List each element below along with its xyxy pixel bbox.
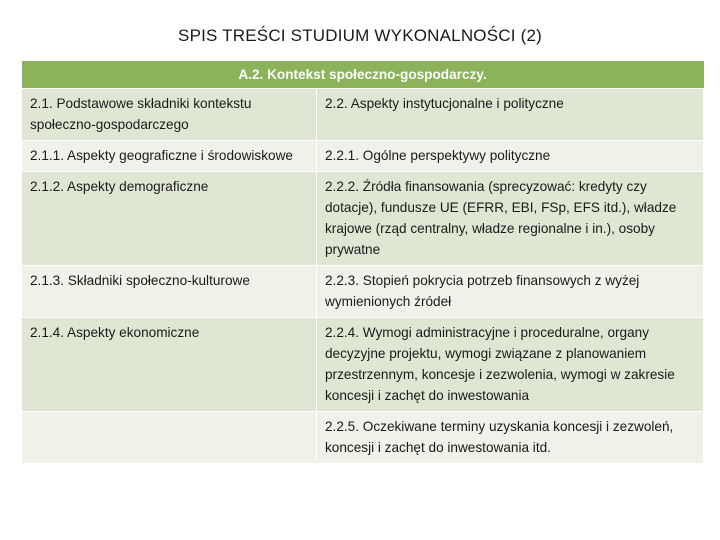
table-row [22, 89, 704, 141]
table-cell-left [22, 412, 317, 464]
table-row [22, 412, 704, 464]
table-cell-left: 2.1.4. Aspekty ekonomiczne [22, 318, 317, 412]
table-cell-right: 2.2.2. Źródła finansowania (sprecyzować: kredyty czy dotacje), fundusze UE (EFRR, EBI, FSp, EFS itd.), władze krajowe (rząd centralny, władze regionalne i in.), osoby prywatne [317, 172, 704, 266]
table-row [22, 141, 704, 172]
table-cell-left: 2.1. Podstawowe składniki kontekstu społeczno-gospodarczego [22, 89, 317, 141]
table-cell-right: 2.2. Aspekty instytucjonalne i polityczne [317, 89, 704, 141]
table-header: A.2. Kontekst społeczno-gospodarczy. [22, 61, 704, 89]
table-header-row [22, 61, 704, 89]
table-row [22, 172, 704, 266]
table-cell-left: 2.1.1. Aspekty geograficzne i środowiskowe [22, 141, 317, 172]
slide-title: SPIS TREŚCI STUDIUM WYKONALNOŚCI (2) [178, 26, 542, 45]
table-cell-right: 2.2.3. Stopień pokrycia potrzeb finansowych z wyżej wymienionych źródeł [317, 266, 704, 318]
table-cell-right: 2.2.1. Ogólne perspektywy polityczne [317, 141, 704, 172]
table-cell-right: 2.2.4. Wymogi administracyjne i proceduralne, organy decyzyjne projektu, wymogi związane z planowaniem przestrzennym, koncesje i zezwolenia, wymogi w zakresie koncesji i zachęt do inwestowania [317, 318, 704, 412]
table-cell-left: 2.1.3. Składniki społeczno-kulturowe [22, 266, 317, 318]
toc-table [21, 61, 704, 464]
table-cell-left: 2.1.2. Aspekty demograficzne [22, 172, 317, 266]
table-row [22, 266, 704, 318]
table-cell-right: 2.2.5. Oczekiwane terminy uzyskania koncesji i zezwoleń, koncesji i zachęt do inwestowania itd. [317, 412, 704, 464]
table-row [22, 318, 704, 412]
